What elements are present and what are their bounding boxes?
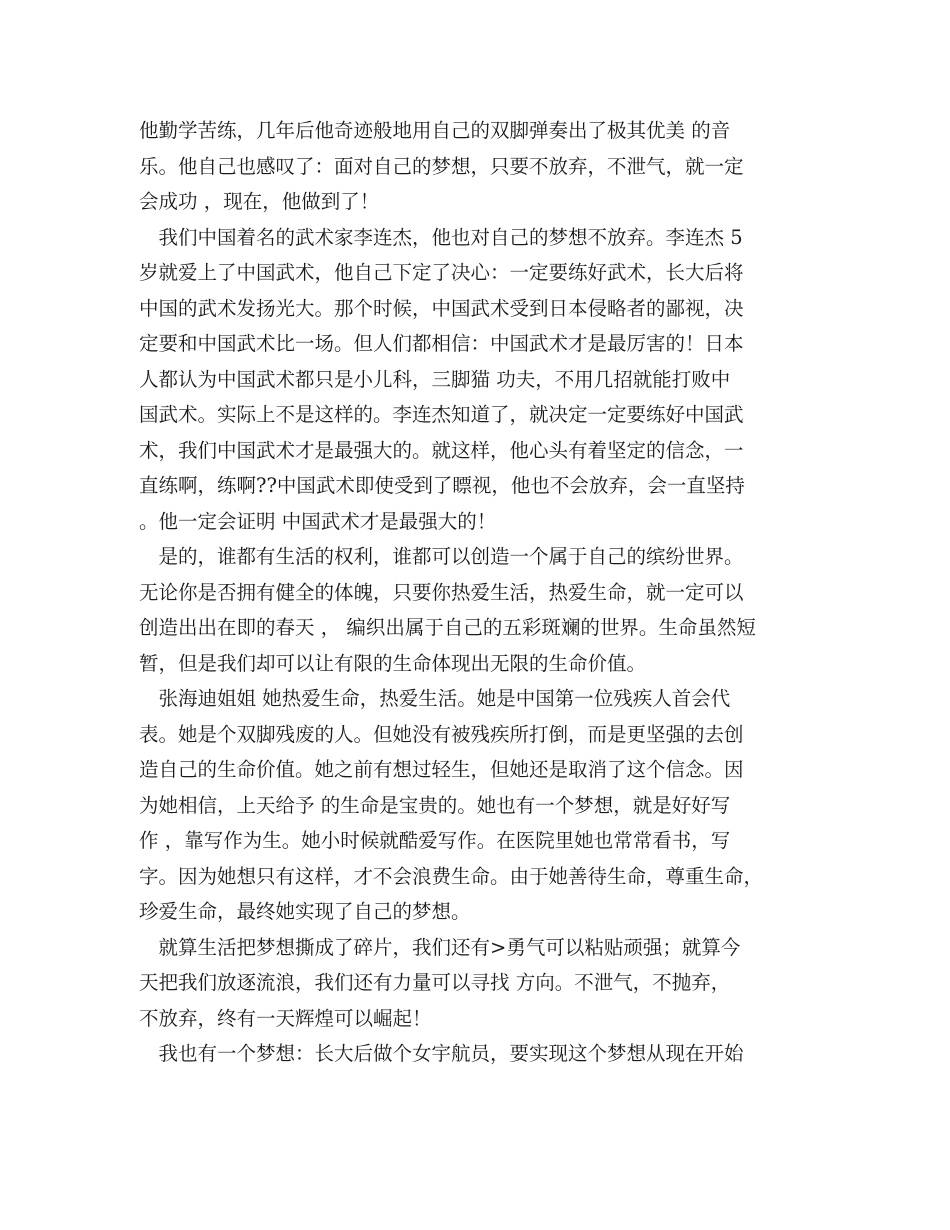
text-line: 定要和中国武术比一场。但人们都相信：中国武术才是最厉害的！日本 bbox=[139, 332, 744, 355]
text-line: 张海迪姐姐 她热爱生命，热爱生活。她是中国第一位残疾人首会代 bbox=[139, 687, 731, 710]
essay-body bbox=[139, 113, 819, 1072]
text-line: 作 ，靠写作为生。她小时候就酷爱写作。在医院里她也常常看书，写 bbox=[139, 829, 731, 852]
text-line: 创造出出在即的春天 ， 编织出属于自己的五彩斑斓的世界。生命虽然短 bbox=[139, 616, 756, 639]
text-line: 岁就爱上了中国武术，他自己下定了决心：一定要练好武术，长大后将 bbox=[139, 261, 744, 284]
text-line: 乐。他自己也感叹了：面对自己的梦想，只要不放弃，不泄气，就一定 bbox=[139, 154, 744, 178]
text-line: 直练啊，练啊??中国武术即使受到了瞟视，他也不会放弃，会一直坚持 bbox=[139, 474, 745, 497]
text-line: 人都认为中国武术都只是小儿科，三脚猫 功夫，不用几招就能打败中 bbox=[139, 367, 731, 391]
text-line: 。他一定会证明 中国武术才是最强大的！ bbox=[139, 509, 497, 533]
text-line: 他勤学苦练，几年后他奇迹般地用自己的双脚弹奏出了极其优美 的音 bbox=[139, 119, 731, 142]
text-line: 无论你是否拥有健全的体魄，只要你热爱生活，热爱生命，就一定可以 bbox=[139, 580, 744, 604]
text-line: 造自己的生命价值。她之前有想过轻生，但她还是取消了这个信念。因 bbox=[139, 758, 744, 781]
text-line: 中国的武术发扬光大。那个时候，中国武术受到日本侵略者的鄙视，决 bbox=[139, 296, 744, 320]
text-line: 会成功 ，现在，他做到了！ bbox=[139, 190, 380, 213]
text-line: 是的，谁都有生活的权利，谁都可以创造一个属于自己的缤纷世界。 bbox=[139, 545, 744, 568]
text-line: 暂，但是我们却可以让有限的生命体现出无限的生命价值。 bbox=[139, 651, 647, 675]
text-line: 就算生活把梦想撕成了碎片，我们还有>勇气可以粘贴顽强；就算今 bbox=[139, 935, 741, 959]
text-line: 天把我们放逐流浪，我们还有力量可以寻找 方向。不泄气，不抛弃， bbox=[139, 971, 731, 994]
text-line: 不放弃，终有一天辉煌可以崛起！ bbox=[139, 1006, 432, 1030]
text-line: 国武术。实际上不是这样的。李连杰知道了，就决定一定要练好中国武 bbox=[139, 403, 744, 426]
text-line: 术，我们中国武术才是最强大的。就这样，他心头有着坚定的信念，一 bbox=[139, 438, 744, 462]
text-line: 表。她是个双脚残废的人。但她没有被残疾所打倒，而是更坚强的去创 bbox=[139, 722, 744, 746]
text-line: 为她相信，上天给予 的生命是宝贵的。她也有一个梦想，就是好好写 bbox=[139, 793, 731, 817]
text-line: 珍爱生命，最终她实现了自己的梦想。 bbox=[139, 900, 471, 923]
text-line: 我也有一个梦想：长大后做个女宇航员，要实现这个梦想从现在开始 bbox=[139, 1042, 744, 1065]
text-line: 我们中国着名的武术家李连杰，他也对自己的梦想不放弃。李连杰 5 bbox=[139, 225, 743, 249]
text-line: 字。因为她想只有这样，才不会浪费生命。由于她善待生命，尊重生命， bbox=[139, 864, 764, 888]
